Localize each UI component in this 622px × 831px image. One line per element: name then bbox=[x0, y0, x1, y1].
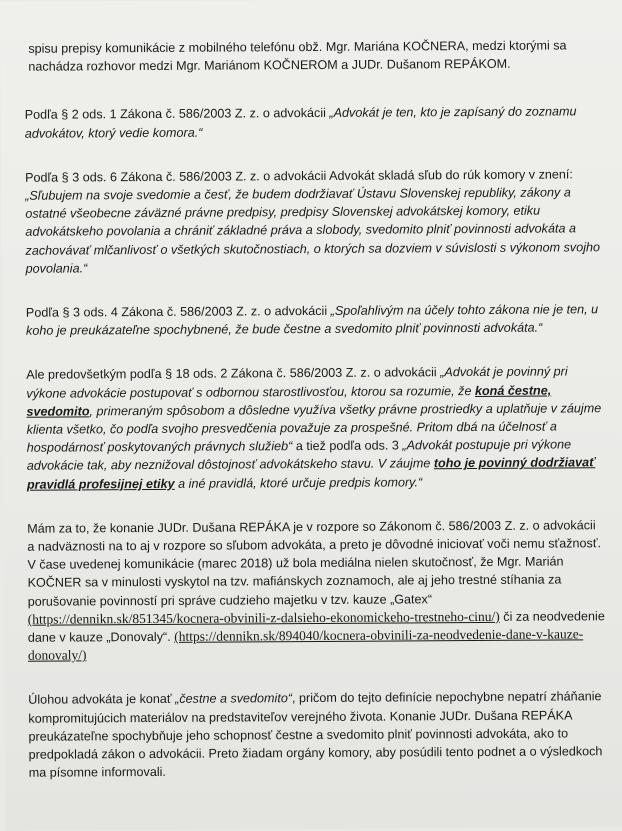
section-18-quote-b: , primeraným spôsobom a dôsledne využíva všetky právne prostriedky a uplatňuje v záujme klienta všetko, čo podľa svojho presvedčenia považuje za prospešné. Pritom dbá na účelnosť a hospodárnosť poskytovaných právnych služieb“ bbox=[26, 401, 602, 455]
emphasis-cestne-svedomito: koná čestne, svedomito bbox=[26, 383, 552, 419]
link-donovaly[interactable]: (https://dennikn.sk/894040/kocnera-obvinili-za-neodvedenie-dane-v-kauze-donovaly/) bbox=[27, 626, 584, 664]
section-3-4-quote: „Spoľahlivým na účely tohto zákona nie je ten, u koho je preukázateľne spochybnené, že bude čestne a svedomito plniť povinnosti advokáta.“ bbox=[25, 302, 599, 338]
section-18-intro: Ale predovšetkým podľa § 18 ods. 2 Zákona č. 586/2003 Z. z. o advokácii bbox=[26, 365, 441, 383]
conclusion-text-a: Úlohou advokáta je konať bbox=[28, 692, 176, 708]
section-18-mid: a tiež podľa ods. 3 bbox=[292, 438, 403, 454]
link-gatex[interactable]: (https://dennikn.sk/851345/kocnera-obvinili-z-dalsieho-ekonomickeho-trestneho-cinu/) bbox=[27, 608, 500, 627]
paragraph-section-2 bbox=[25, 103, 603, 143]
paragraph-complaint bbox=[27, 516, 606, 665]
section-3-6-quote: „Sľubujem na svoje svedomie a česť, že budem dodržiavať Ústavu Slovenskej republiky, zákony a ostatné všeobecne záväzné právne predpisy, predpisy Slovenskej advokátskej komory, etiku advokátskeho povolania a chrániť základné práva a slobody, svedomito plniť povinnosti advokáta a zachovávať mlčanlivosť o všetkých skutočnostiach, o ktorých sa dozviem v súvislosti s výkonom svojho povolania.“ bbox=[25, 185, 601, 276]
conclusion-quote: „čestne a svedomito“ bbox=[175, 691, 293, 707]
paragraph-section-18 bbox=[26, 363, 605, 494]
section-3-6-intro: Podľa § 3 ods. 6 Zákona č. 586/2003 Z. z. o advokácii Advokát skladá sľub do rúk komory v znení: bbox=[25, 167, 573, 185]
section-3-4-intro: Podľa § 3 ods. 4 Zákona č. 586/2003 Z. z. o advokácii bbox=[25, 303, 331, 320]
section-18-quote-d: a iné pravidlá, ktoré určuje predpis komory.“ bbox=[174, 474, 423, 491]
paragraph-section-3-4 bbox=[26, 300, 604, 340]
complaint-text-a: Mám za to, že konanie JUDr. Dušana REPÁKA je v rozpore so Zákonom č. 586/2003 Z. z. o advokácii a nadväznosti na to aj v rozpore so sľubom advokáta, a preto je dôvodné iniciovať voči nemu sťažnosť. V čase uvedenej komunikácie (marec 2018) už bola mediálna nielen skutočnosť, že Mgr. Marián KOČNER sa v minulosti vyskytol na tzv. mafiánskych zoznamoch, ale aj jeho trestné stíhania za porušovanie povinností pri správe cudzieho majetku v tzv. kauze „Gatex“ bbox=[27, 518, 602, 609]
section-18-quote-a: „Advokát je povinný pri výkone advokácie postupovať s odbornou starostlivosťou, ktorou sa rozumie, že bbox=[26, 364, 568, 401]
paragraph-intro bbox=[24, 36, 602, 76]
section-2-quote: „Advokát je ten, kto je zapísaný do zoznamu advokátov, ktorý vedie komora.“ bbox=[24, 104, 577, 141]
paragraph-conclusion bbox=[28, 688, 607, 783]
conclusion-text-b: , pričom do tejto definície nepochybne nepatrí zháňanie kompromitujúcich materiálov na predstaviteľov verejného života. Konanie JUDr. Dušana REPÁKA preukázateľne spochybňuje jeho schopnosť čestne a svedomito plniť povinnosti advokáta, ako to predpokladá zákon o advokácii. Preto žiadam orgány komory, aby posúdili tento podnet a o výsledkoch ma písomne informovali. bbox=[28, 689, 603, 781]
paragraph-section-3-6 bbox=[25, 165, 604, 278]
section-18-quote-c: „Advokát postupuje pri výkone advokácie tak, aby neznižoval dôstojnosť advokátskeho stavu. V záujme bbox=[26, 437, 572, 474]
emphasis-pravidla-etiky: toho je povinný dodržiavať pravidlá profesijnej etiky bbox=[26, 455, 596, 492]
intro-line-2: nachádza rozhovor medzi Mgr. Mariánom KOČNEROM a JUDr. Dušanom REPÁKOM. bbox=[28, 56, 511, 74]
complaint-text-b: či za neodvedenie dane v kauze „Donovaly“. bbox=[27, 609, 605, 645]
intro-line-1: spisu prepisy komunikácie z mobilného telefónu obž. Mgr. Mariána KOČNERA, medzi ktorými sa bbox=[28, 38, 567, 56]
section-2-intro: Podľa § 2 ods. 1 Zákona č. 586/2003 Z. z. o advokácii bbox=[24, 106, 330, 123]
